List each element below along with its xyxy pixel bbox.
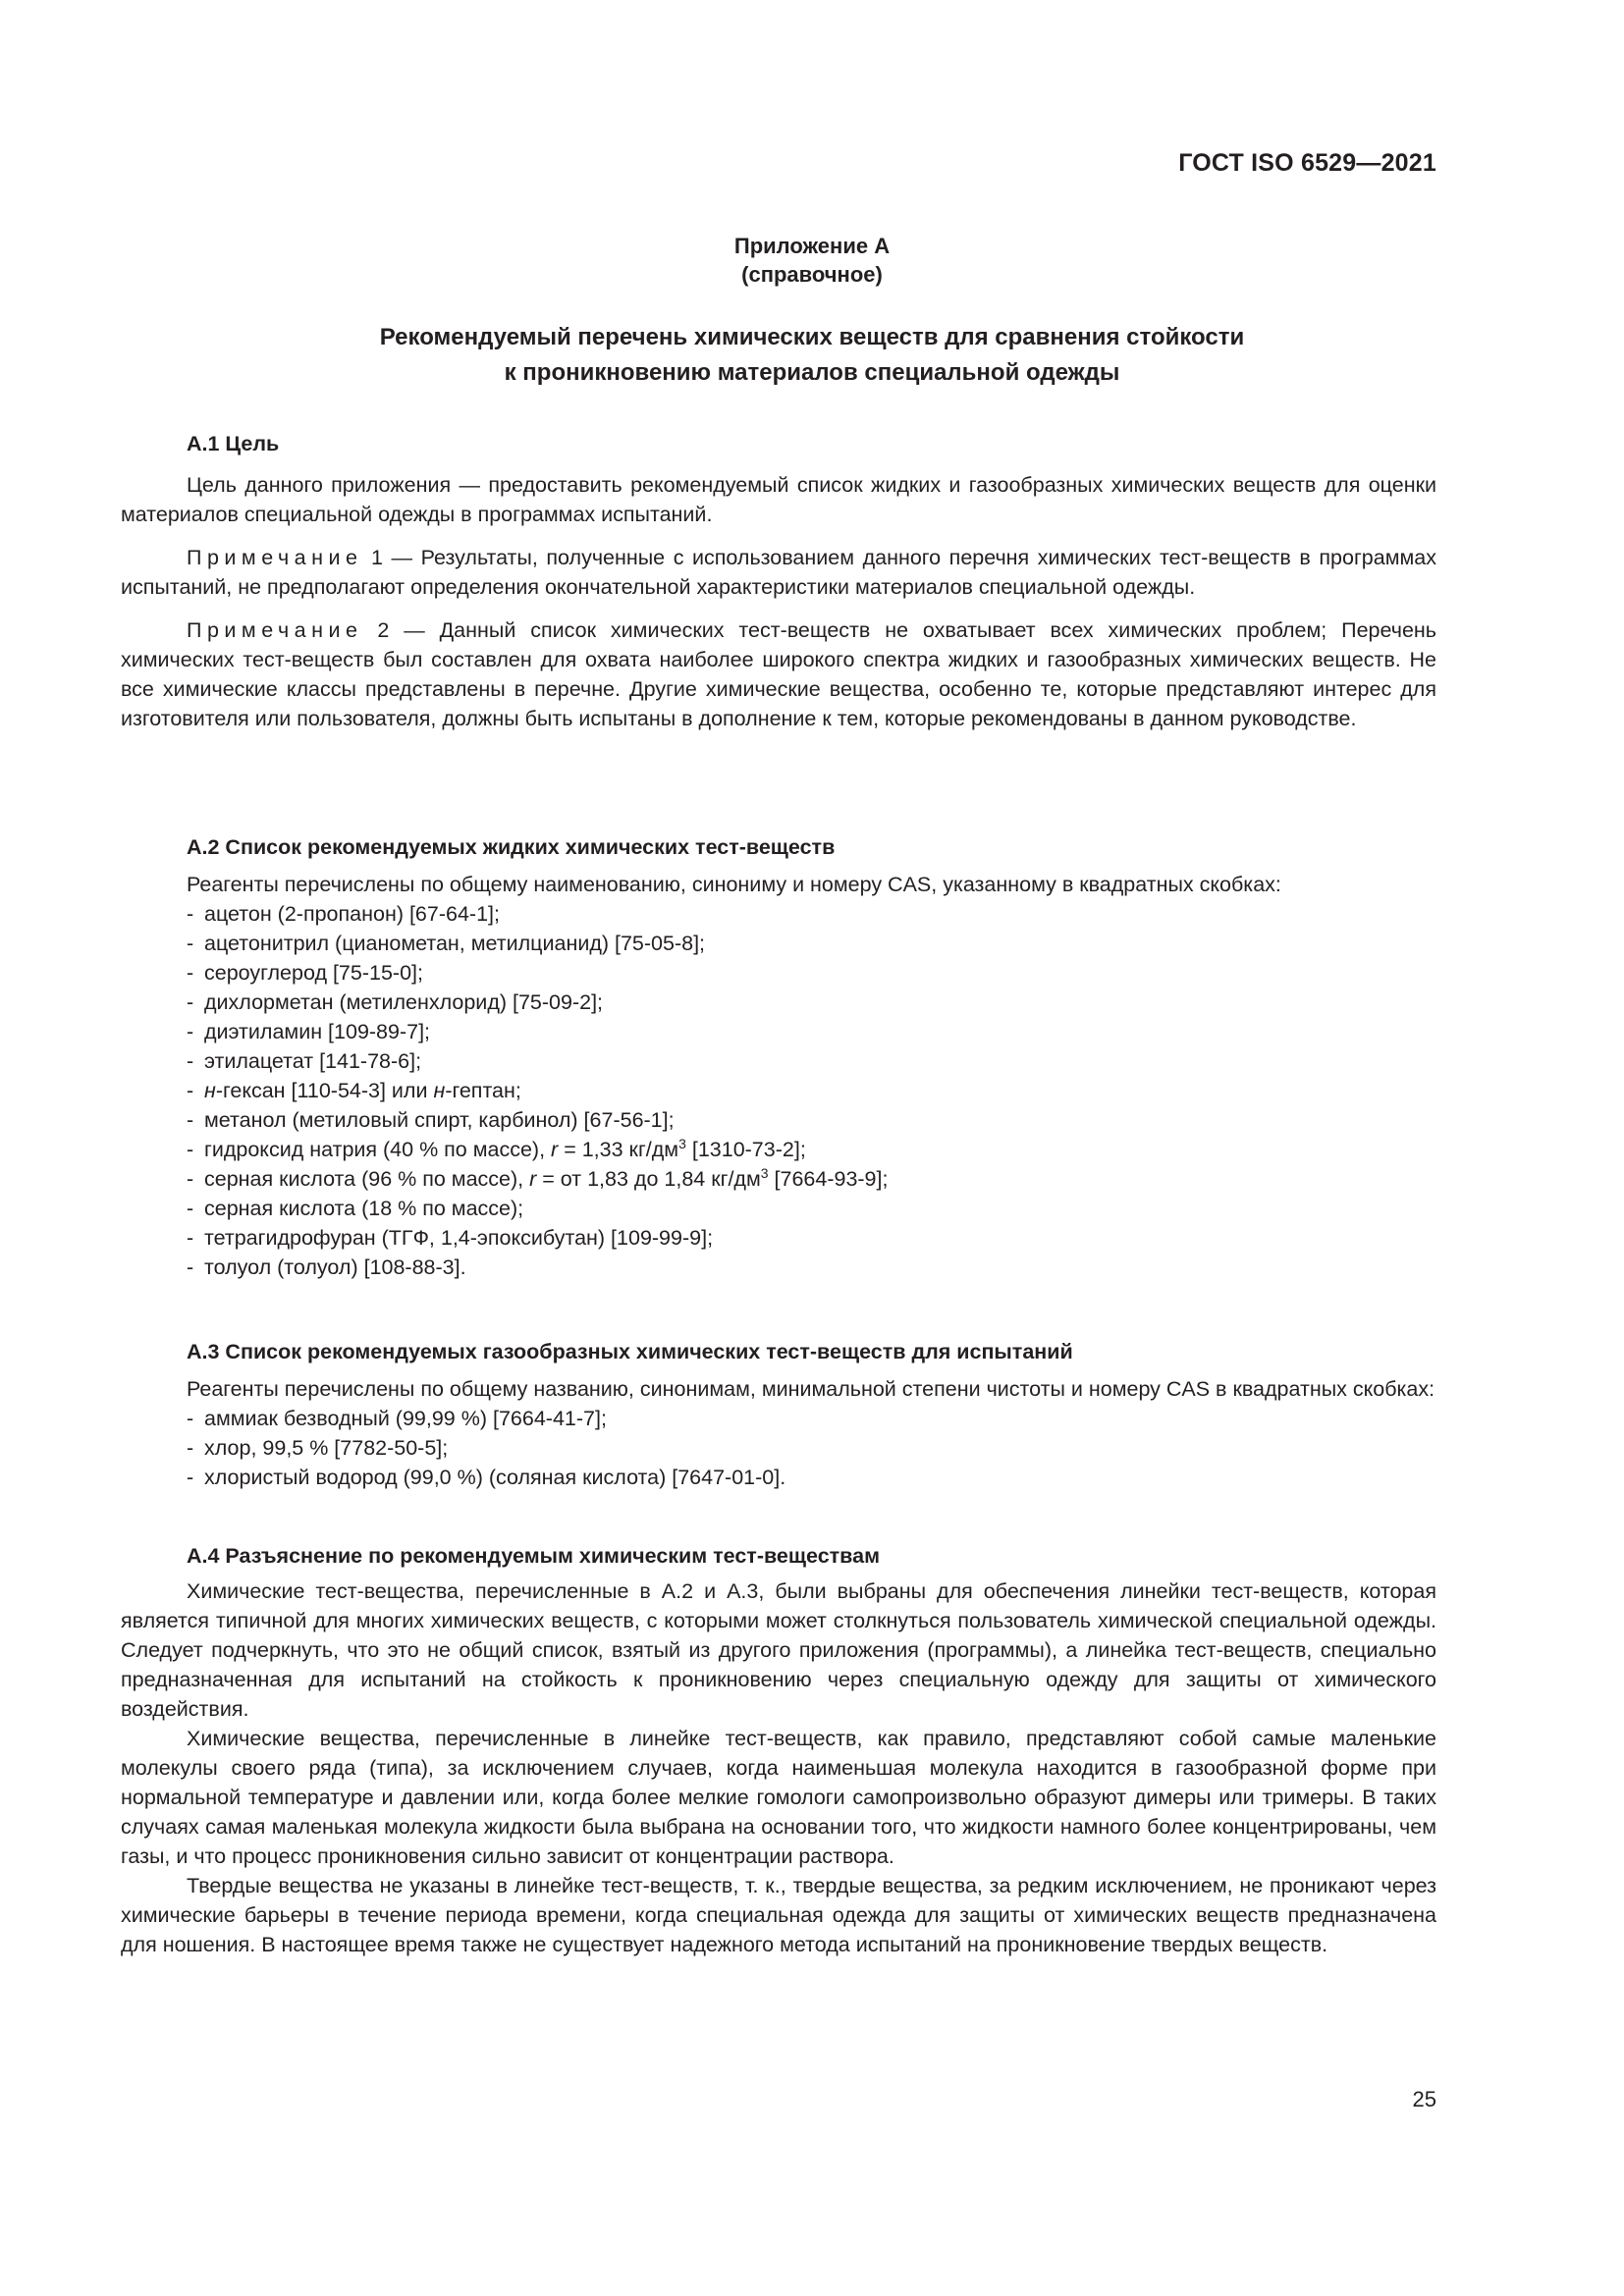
naoh-density: = 1,33 кг/дм <box>558 1138 679 1161</box>
section-heading-a2: А.2 Список рекомендуемых жидких химических тест-веществ <box>187 835 836 859</box>
list-item: - дихлорметан (метиленхлорид) [75-09-2]; <box>187 988 1436 1017</box>
section-a2 <box>121 832 1436 1282</box>
h2so4-cas: [7664-93-9]; <box>768 1167 889 1191</box>
naoh-cas: [1310-73-2]; <box>685 1138 806 1161</box>
annex-heading <box>0 232 1624 289</box>
note-1-label: Примечание <box>187 546 363 569</box>
note-1 <box>121 543 1436 602</box>
h2so4-text: серная кислота (96 % по массе), <box>204 1167 530 1191</box>
standard-designation: ГОСТ ISO 6529—2021 <box>1178 149 1436 177</box>
list-item: - метанол (метиловый спирт, карбинол) [67-56-1]; <box>187 1105 1436 1135</box>
section-heading-a4: А.4 Разъяснение по рекомендуемым химическим тест-веществам <box>187 1544 880 1568</box>
list-item: - этилацетат [141-78-6]; <box>187 1046 1436 1076</box>
annex-title <box>0 320 1624 391</box>
annex-type: (справочное) <box>741 262 883 287</box>
annex-title-line1: Рекомендуемый перечень химических веществ для сравнения стойкости <box>379 324 1245 350</box>
italic-n: н <box>433 1079 446 1102</box>
list-item: - сероуглерод [75-15-0]; <box>187 958 1436 988</box>
section-heading-a1: А.1 Цель <box>187 432 280 455</box>
list-item <box>187 1076 1436 1105</box>
note-2-label: Примечание <box>187 618 363 642</box>
annex-label: Приложение А <box>733 234 891 258</box>
page-number: 25 <box>1412 2087 1436 2111</box>
italic-n: н <box>204 1079 216 1102</box>
list-item <box>187 1164 1436 1194</box>
list-item: - серная кислота (18 % по массе); <box>187 1194 1436 1223</box>
superscript: 3 <box>678 1135 686 1151</box>
list-item: - аммиак безводный (99,99 %) [7664-41-7]; <box>187 1404 1436 1433</box>
hexane-text: -гексан [110-54-3] или <box>215 1079 434 1102</box>
liquid-chemicals-list <box>121 899 1436 1282</box>
list-item: - тетрагидрофуран (ТГФ, 1,4-эпоксибутан) [109-99-9]; <box>187 1223 1436 1253</box>
annex-title-line2: к проникновению материалов специальной одежды <box>504 359 1120 386</box>
section-a1 <box>121 429 1436 733</box>
list-item: - диэтиламин [109-89-7]; <box>187 1017 1436 1046</box>
note-2 <box>121 615 1436 733</box>
note-2-text: 2 — Данный список химических тест-веществ не охватывает всех химических проблем; Перечень химических тест-веществ был составлен для охвата наиболее широкого спектра жидких и газообразных химических веществ. Не все химические классы представлены в перечне. Другие химические вещества, особенно те, которые представляют интерес для изготовителя или пользователя, должны быть испытаны в дополнение к тем, которые рекомендованы в данном руководстве. <box>121 618 1436 730</box>
a3-intro: Реагенты перечислены по общему названию, синонимам, минимальной степени чистоты и номеру CAS в квадратных скобках: <box>187 1377 1435 1401</box>
heptane-text: -гептан; <box>445 1079 521 1102</box>
density-symbol: r <box>551 1138 559 1161</box>
section-heading-a3: А.3 Список рекомендуемых газообразных химических тест-веществ для испытаний <box>187 1340 1073 1363</box>
a1-paragraph: Цель данного приложения — предоставить рекомендуемый список жидких и газообразных химических веществ для оценки материалов специальной одежды в программах испытаний. <box>121 473 1436 526</box>
list-item: - ацетонитрил (цианометан, метилцианид) [75-05-8]; <box>187 929 1436 958</box>
a4-paragraph-2: Химические вещества, перечисленные в линейке тест-веществ, как правило, представляют собой самые маленькие молекулы своего ряда (типа), за исключением случаев, когда наименьшая молекула находится в газообразной форме при нормальной температуре и давлении или, когда более мелкие гомологи самопроизвольно образуют димеры или тримеры. В таких случаях самая маленькая молекула жидкости была выбрана на основании того, что жидкости намного более концентрированы, чем газы, и что процесс проникновения сильно зависит от концентрации раствора. <box>121 1727 1436 1868</box>
superscript: 3 <box>760 1164 769 1181</box>
section-a3 <box>121 1337 1436 1492</box>
density-symbol: r <box>529 1167 537 1191</box>
list-item: - ацетон (2-пропанон) [67-64-1]; <box>187 899 1436 929</box>
list-item <box>187 1135 1436 1164</box>
naoh-text: гидроксид натрия (40 % по массе), <box>204 1138 552 1161</box>
list-item: - хлористый водород (99,0 %) (соляная кислота) [7647-01-0]. <box>187 1463 1436 1492</box>
note-1-text: 1 — Результаты, полученные с использованием данного перечня химических тест-веществ в программах испытаний, не предполагают определения окончательной характеристики материалов специальной одежды. <box>121 546 1436 599</box>
section-a4 <box>121 1541 1436 1959</box>
list-item: - хлор, 99,5 % [7782-50-5]; <box>187 1433 1436 1463</box>
a4-paragraph-1: Химические тест-вещества, перечисленные в А.2 и А.3, были выбраны для обеспечения линейки тест-веществ, которая является типичной для многих химических веществ, с которыми может столкнуться пользователь химической специальной одежды. Следует подчеркнуть, что это не общий список, взятый из другого приложения (программы), а линейка тест-веществ, специально предназначенная для испытаний на стойкость к проникновению через специальную одежду для защиты от химического воздействия. <box>121 1579 1436 1721</box>
a2-intro: Реагенты перечислены по общему наименованию, синониму и номеру CAS, указанному в квадратных скобках: <box>187 873 1281 896</box>
h2so4-density: = от 1,83 до 1,84 кг/дм <box>536 1167 761 1191</box>
list-item: - толуол (толуол) [108-88-3]. <box>187 1253 1436 1282</box>
gas-chemicals-list <box>121 1404 1436 1492</box>
a4-paragraph-3: Твердые вещества не указаны в линейке тест-веществ, т. к., твердые вещества, за редким исключением, не проникают через химические барьеры в течение периода времени, когда специальная одежда для защиты от химических веществ предназначена для ношения. В настоящее время также не существует надежного метода испытаний на проникновение твердых веществ. <box>121 1874 1436 1956</box>
